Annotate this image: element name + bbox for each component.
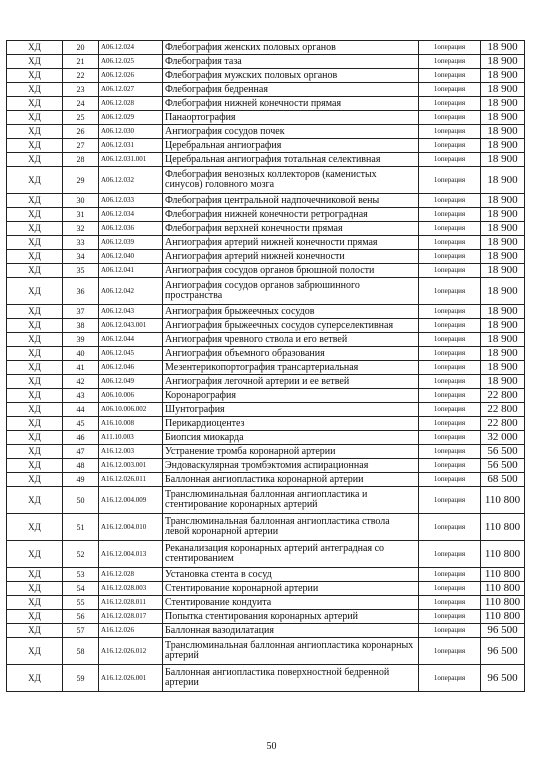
service-code-cell: A06.12.043.001 (99, 319, 163, 333)
price-cell: 56 500 (481, 459, 525, 473)
service-code-cell: A06.12.030 (99, 125, 163, 139)
service-name-cell: Флебография венозных коллекторов (каменистых синусов) головного мозга (163, 167, 419, 194)
price-cell: 18 900 (481, 167, 525, 194)
dept-cell: ХД (7, 473, 63, 487)
service-name-cell: Шунтография (163, 403, 419, 417)
dept-cell: ХД (7, 278, 63, 305)
service-name-cell: Ангиография брыжеечных сосудов суперселективная (163, 319, 419, 333)
dept-cell: ХД (7, 624, 63, 638)
dept-cell: ХД (7, 417, 63, 431)
dept-cell: ХД (7, 333, 63, 347)
dept-cell: ХД (7, 83, 63, 97)
unit-cell: 1операция (419, 208, 481, 222)
price-table (6, 40, 525, 692)
service-code-cell: A06.12.036 (99, 222, 163, 236)
service-code-cell: A06.12.025 (99, 55, 163, 69)
dept-cell: ХД (7, 41, 63, 55)
unit-cell: 1операция (419, 389, 481, 403)
dept-cell: ХД (7, 236, 63, 250)
service-name-cell: Ангиография чревного ствола и его ветвей (163, 333, 419, 347)
service-name-cell: Ангиография брыжеечных сосудов (163, 305, 419, 319)
service-name-cell: Биопсия миокарда (163, 431, 419, 445)
price-table-body (7, 41, 525, 692)
row-number-cell: 53 (63, 568, 99, 582)
table-row (7, 83, 525, 97)
dept-cell: ХД (7, 389, 63, 403)
table-row (7, 55, 525, 69)
price-cell: 18 900 (481, 83, 525, 97)
table-row (7, 167, 525, 194)
unit-cell: 1операция (419, 417, 481, 431)
unit-cell: 1операция (419, 97, 481, 111)
service-name-cell: Флебография женских половых органов (163, 41, 419, 55)
table-row (7, 473, 525, 487)
table-row (7, 250, 525, 264)
dept-cell: ХД (7, 222, 63, 236)
service-name-cell: Ангиография сосудов органов забрюшинного пространства (163, 278, 419, 305)
service-code-cell: A06.12.027 (99, 83, 163, 97)
row-number-cell: 23 (63, 83, 99, 97)
table-row (7, 514, 525, 541)
unit-cell: 1операция (419, 541, 481, 568)
table-row (7, 610, 525, 624)
row-number-cell: 59 (63, 665, 99, 692)
service-code-cell: A16.12.028 (99, 568, 163, 582)
unit-cell: 1операция (419, 333, 481, 347)
unit-cell: 1операция (419, 153, 481, 167)
price-cell: 18 900 (481, 278, 525, 305)
price-cell: 32 000 (481, 431, 525, 445)
service-name-cell: Флебография бедренная (163, 83, 419, 97)
service-name-cell: Стентирование коронарной артерии (163, 582, 419, 596)
row-number-cell: 56 (63, 610, 99, 624)
price-cell: 18 900 (481, 250, 525, 264)
price-cell: 110 800 (481, 568, 525, 582)
unit-cell: 1операция (419, 41, 481, 55)
row-number-cell: 50 (63, 487, 99, 514)
price-cell: 18 900 (481, 236, 525, 250)
service-name-cell: Устранение тромба коронарной артерии (163, 445, 419, 459)
price-cell: 18 900 (481, 208, 525, 222)
dept-cell: ХД (7, 347, 63, 361)
table-row (7, 541, 525, 568)
service-name-cell: Флебография таза (163, 55, 419, 69)
price-cell: 22 800 (481, 403, 525, 417)
dept-cell: ХД (7, 459, 63, 473)
unit-cell: 1операция (419, 305, 481, 319)
service-code-cell: A06.12.043 (99, 305, 163, 319)
unit-cell: 1операция (419, 473, 481, 487)
service-name-cell: Реканализация коронарных артерий антеградная со стентированием (163, 541, 419, 568)
table-row (7, 665, 525, 692)
service-code-cell: A06.12.042 (99, 278, 163, 305)
row-number-cell: 48 (63, 459, 99, 473)
dept-cell: ХД (7, 153, 63, 167)
table-row (7, 139, 525, 153)
price-cell: 96 500 (481, 665, 525, 692)
service-name-cell: Ангиография объемного образования (163, 347, 419, 361)
unit-cell: 1операция (419, 582, 481, 596)
dept-cell: ХД (7, 361, 63, 375)
unit-cell: 1операция (419, 250, 481, 264)
price-cell: 18 900 (481, 125, 525, 139)
dept-cell: ХД (7, 111, 63, 125)
table-row (7, 264, 525, 278)
dept-cell: ХД (7, 139, 63, 153)
unit-cell: 1операция (419, 69, 481, 83)
price-cell: 18 900 (481, 139, 525, 153)
row-number-cell: 28 (63, 153, 99, 167)
table-row (7, 582, 525, 596)
service-code-cell: A16.12.004.010 (99, 514, 163, 541)
service-code-cell: A06.12.045 (99, 347, 163, 361)
service-name-cell: Флебография верхней конечности прямая (163, 222, 419, 236)
unit-cell: 1операция (419, 514, 481, 541)
dept-cell: ХД (7, 541, 63, 568)
service-code-cell: A06.12.028 (99, 97, 163, 111)
unit-cell: 1операция (419, 236, 481, 250)
price-cell: 18 900 (481, 319, 525, 333)
unit-cell: 1операция (419, 319, 481, 333)
service-name-cell: Флебография центральной надпочечниковой вены (163, 194, 419, 208)
service-name-cell: Установка стента в сосуд (163, 568, 419, 582)
unit-cell: 1операция (419, 139, 481, 153)
price-cell: 18 900 (481, 55, 525, 69)
dept-cell: ХД (7, 487, 63, 514)
table-row (7, 417, 525, 431)
service-name-cell: Церебральная ангиография тотальная селективная (163, 153, 419, 167)
row-number-cell: 49 (63, 473, 99, 487)
row-number-cell: 36 (63, 278, 99, 305)
service-code-cell: A06.12.034 (99, 208, 163, 222)
service-name-cell: Перикардиоцентез (163, 417, 419, 431)
service-code-cell: A06.12.039 (99, 236, 163, 250)
dept-cell: ХД (7, 610, 63, 624)
price-cell: 18 900 (481, 111, 525, 125)
unit-cell: 1операция (419, 375, 481, 389)
table-row (7, 375, 525, 389)
table-row (7, 638, 525, 665)
row-number-cell: 51 (63, 514, 99, 541)
unit-cell: 1операция (419, 665, 481, 692)
table-row (7, 194, 525, 208)
unit-cell: 1операция (419, 264, 481, 278)
dept-cell: ХД (7, 514, 63, 541)
table-row (7, 41, 525, 55)
service-code-cell: A16.12.026.001 (99, 665, 163, 692)
price-cell: 110 800 (481, 610, 525, 624)
service-code-cell: A06.12.026 (99, 69, 163, 83)
dept-cell: ХД (7, 445, 63, 459)
row-number-cell: 30 (63, 194, 99, 208)
table-row (7, 568, 525, 582)
row-number-cell: 58 (63, 638, 99, 665)
table-row (7, 125, 525, 139)
dept-cell: ХД (7, 403, 63, 417)
service-name-cell: Церебральная ангиография (163, 139, 419, 153)
unit-cell: 1операция (419, 111, 481, 125)
price-cell: 18 900 (481, 97, 525, 111)
price-cell: 18 900 (481, 361, 525, 375)
row-number-cell: 32 (63, 222, 99, 236)
price-cell: 18 900 (481, 305, 525, 319)
table-row (7, 347, 525, 361)
table-row (7, 97, 525, 111)
row-number-cell: 20 (63, 41, 99, 55)
dept-cell: ХД (7, 125, 63, 139)
row-number-cell: 38 (63, 319, 99, 333)
table-row (7, 153, 525, 167)
service-name-cell: Транслюминальная баллонная ангиопластика ствола левой коронарной артерии (163, 514, 419, 541)
price-cell: 68 500 (481, 473, 525, 487)
dept-cell: ХД (7, 194, 63, 208)
dept-cell: ХД (7, 319, 63, 333)
unit-cell: 1операция (419, 459, 481, 473)
service-code-cell: A16.12.004.009 (99, 487, 163, 514)
row-number-cell: 29 (63, 167, 99, 194)
service-name-cell: Флебография мужских половых органов (163, 69, 419, 83)
row-number-cell: 40 (63, 347, 99, 361)
price-cell: 18 900 (481, 41, 525, 55)
table-row (7, 459, 525, 473)
service-code-cell: A06.12.049 (99, 375, 163, 389)
service-name-cell: Транслюминальная баллонная ангиопластика коронарных артерий (163, 638, 419, 665)
table-row (7, 389, 525, 403)
table-row (7, 361, 525, 375)
service-name-cell: Мезентерикопортография трансартериальная (163, 361, 419, 375)
table-row (7, 305, 525, 319)
service-code-cell: A06.12.044 (99, 333, 163, 347)
dept-cell: ХД (7, 582, 63, 596)
dept-cell: ХД (7, 596, 63, 610)
service-name-cell: Баллонная ангиопластика коронарной артерии (163, 473, 419, 487)
price-cell: 110 800 (481, 596, 525, 610)
service-code-cell: A06.12.040 (99, 250, 163, 264)
service-code-cell: A06.10.006.002 (99, 403, 163, 417)
row-number-cell: 46 (63, 431, 99, 445)
page-number: 50 (266, 741, 277, 752)
price-cell: 110 800 (481, 541, 525, 568)
table-row (7, 624, 525, 638)
service-name-cell: Коронарография (163, 389, 419, 403)
unit-cell: 1операция (419, 278, 481, 305)
price-cell: 18 900 (481, 222, 525, 236)
service-name-cell: Баллонная ангиопластика поверхностной бедренной артерии (163, 665, 419, 692)
unit-cell: 1операция (419, 403, 481, 417)
row-number-cell: 43 (63, 389, 99, 403)
dept-cell: ХД (7, 638, 63, 665)
unit-cell: 1операция (419, 361, 481, 375)
dept-cell: ХД (7, 69, 63, 83)
service-name-cell: Транслюминальная баллонная ангиопластика и стентирование коронарных артерий (163, 487, 419, 514)
unit-cell: 1операция (419, 347, 481, 361)
table-row (7, 236, 525, 250)
row-number-cell: 47 (63, 445, 99, 459)
service-code-cell: A06.12.033 (99, 194, 163, 208)
unit-cell: 1операция (419, 125, 481, 139)
dept-cell: ХД (7, 431, 63, 445)
row-number-cell: 33 (63, 236, 99, 250)
price-cell: 18 900 (481, 69, 525, 83)
unit-cell: 1операция (419, 445, 481, 459)
service-code-cell: A06.12.031.001 (99, 153, 163, 167)
service-code-cell: A16.12.028.003 (99, 582, 163, 596)
unit-cell: 1операция (419, 222, 481, 236)
price-cell: 18 900 (481, 153, 525, 167)
table-row (7, 487, 525, 514)
dept-cell: ХД (7, 97, 63, 111)
dept-cell: ХД (7, 250, 63, 264)
table-row (7, 69, 525, 83)
service-name-cell: Попытка стентирования коронарных артерий (163, 610, 419, 624)
service-code-cell: A06.12.032 (99, 167, 163, 194)
dept-cell: ХД (7, 55, 63, 69)
service-code-cell: A16.12.028.011 (99, 596, 163, 610)
table-row (7, 222, 525, 236)
service-code-cell: A11.10.003 (99, 431, 163, 445)
price-cell: 22 800 (481, 417, 525, 431)
service-name-cell: Ангиография артерий нижней конечности (163, 250, 419, 264)
row-number-cell: 52 (63, 541, 99, 568)
service-code-cell: A16.12.026 (99, 624, 163, 638)
service-name-cell: Ангиография артерий нижней конечности прямая (163, 236, 419, 250)
row-number-cell: 42 (63, 375, 99, 389)
unit-cell: 1операция (419, 596, 481, 610)
price-cell: 110 800 (481, 582, 525, 596)
row-number-cell: 24 (63, 97, 99, 111)
service-code-cell: A16.12.003 (99, 445, 163, 459)
dept-cell: ХД (7, 167, 63, 194)
table-row (7, 431, 525, 445)
table-row (7, 111, 525, 125)
dept-cell: ХД (7, 375, 63, 389)
unit-cell: 1операция (419, 487, 481, 514)
unit-cell: 1операция (419, 610, 481, 624)
row-number-cell: 41 (63, 361, 99, 375)
service-code-cell: A06.12.029 (99, 111, 163, 125)
price-cell: 18 900 (481, 347, 525, 361)
unit-cell: 1операция (419, 431, 481, 445)
price-cell: 96 500 (481, 624, 525, 638)
price-cell: 18 900 (481, 264, 525, 278)
row-number-cell: 55 (63, 596, 99, 610)
row-number-cell: 44 (63, 403, 99, 417)
service-code-cell: A06.12.024 (99, 41, 163, 55)
price-cell: 18 900 (481, 375, 525, 389)
dept-cell: ХД (7, 305, 63, 319)
service-name-cell: Ангиография сосудов почек (163, 125, 419, 139)
table-row (7, 403, 525, 417)
price-cell: 22 800 (481, 389, 525, 403)
service-name-cell: Флебография нижней конечности прямая (163, 97, 419, 111)
service-code-cell: A06.12.046 (99, 361, 163, 375)
row-number-cell: 31 (63, 208, 99, 222)
row-number-cell: 21 (63, 55, 99, 69)
row-number-cell: 57 (63, 624, 99, 638)
service-name-cell: Ангиография сосудов органов брюшной полости (163, 264, 419, 278)
price-cell: 18 900 (481, 194, 525, 208)
service-code-cell: A16.12.003.001 (99, 459, 163, 473)
dept-cell: ХД (7, 665, 63, 692)
unit-cell: 1операция (419, 83, 481, 97)
table-row (7, 333, 525, 347)
price-cell: 110 800 (481, 514, 525, 541)
table-row (7, 445, 525, 459)
dept-cell: ХД (7, 264, 63, 278)
service-code-cell: A16.12.026.012 (99, 638, 163, 665)
table-row (7, 596, 525, 610)
unit-cell: 1операция (419, 624, 481, 638)
service-code-cell: A16.12.026.011 (99, 473, 163, 487)
service-name-cell: Баллонная вазодилатация (163, 624, 419, 638)
row-number-cell: 39 (63, 333, 99, 347)
row-number-cell: 27 (63, 139, 99, 153)
price-cell: 96 500 (481, 638, 525, 665)
service-name-cell: Флебография нижней конечности ретроградная (163, 208, 419, 222)
row-number-cell: 45 (63, 417, 99, 431)
service-code-cell: A16.12.004.013 (99, 541, 163, 568)
service-name-cell: Стентирование кондуита (163, 596, 419, 610)
service-code-cell: A06.12.041 (99, 264, 163, 278)
row-number-cell: 37 (63, 305, 99, 319)
row-number-cell: 34 (63, 250, 99, 264)
unit-cell: 1операция (419, 568, 481, 582)
table-row (7, 208, 525, 222)
service-name-cell: Эндоваскулярная тромбэктомия аспирационная (163, 459, 419, 473)
price-cell: 110 800 (481, 487, 525, 514)
service-code-cell: A06.12.031 (99, 139, 163, 153)
service-name-cell: Панаортография (163, 111, 419, 125)
unit-cell: 1операция (419, 55, 481, 69)
row-number-cell: 35 (63, 264, 99, 278)
price-cell: 56 500 (481, 445, 525, 459)
dept-cell: ХД (7, 568, 63, 582)
row-number-cell: 22 (63, 69, 99, 83)
service-code-cell: A16.10.008 (99, 417, 163, 431)
service-name-cell: Ангиография легочной артерии и ее ветвей (163, 375, 419, 389)
unit-cell: 1операция (419, 167, 481, 194)
service-code-cell: A16.12.028.017 (99, 610, 163, 624)
row-number-cell: 26 (63, 125, 99, 139)
unit-cell: 1операция (419, 194, 481, 208)
row-number-cell: 25 (63, 111, 99, 125)
dept-cell: ХД (7, 208, 63, 222)
row-number-cell: 54 (63, 582, 99, 596)
unit-cell: 1операция (419, 638, 481, 665)
table-row (7, 319, 525, 333)
price-cell: 18 900 (481, 333, 525, 347)
service-code-cell: A06.10.006 (99, 389, 163, 403)
table-row (7, 278, 525, 305)
